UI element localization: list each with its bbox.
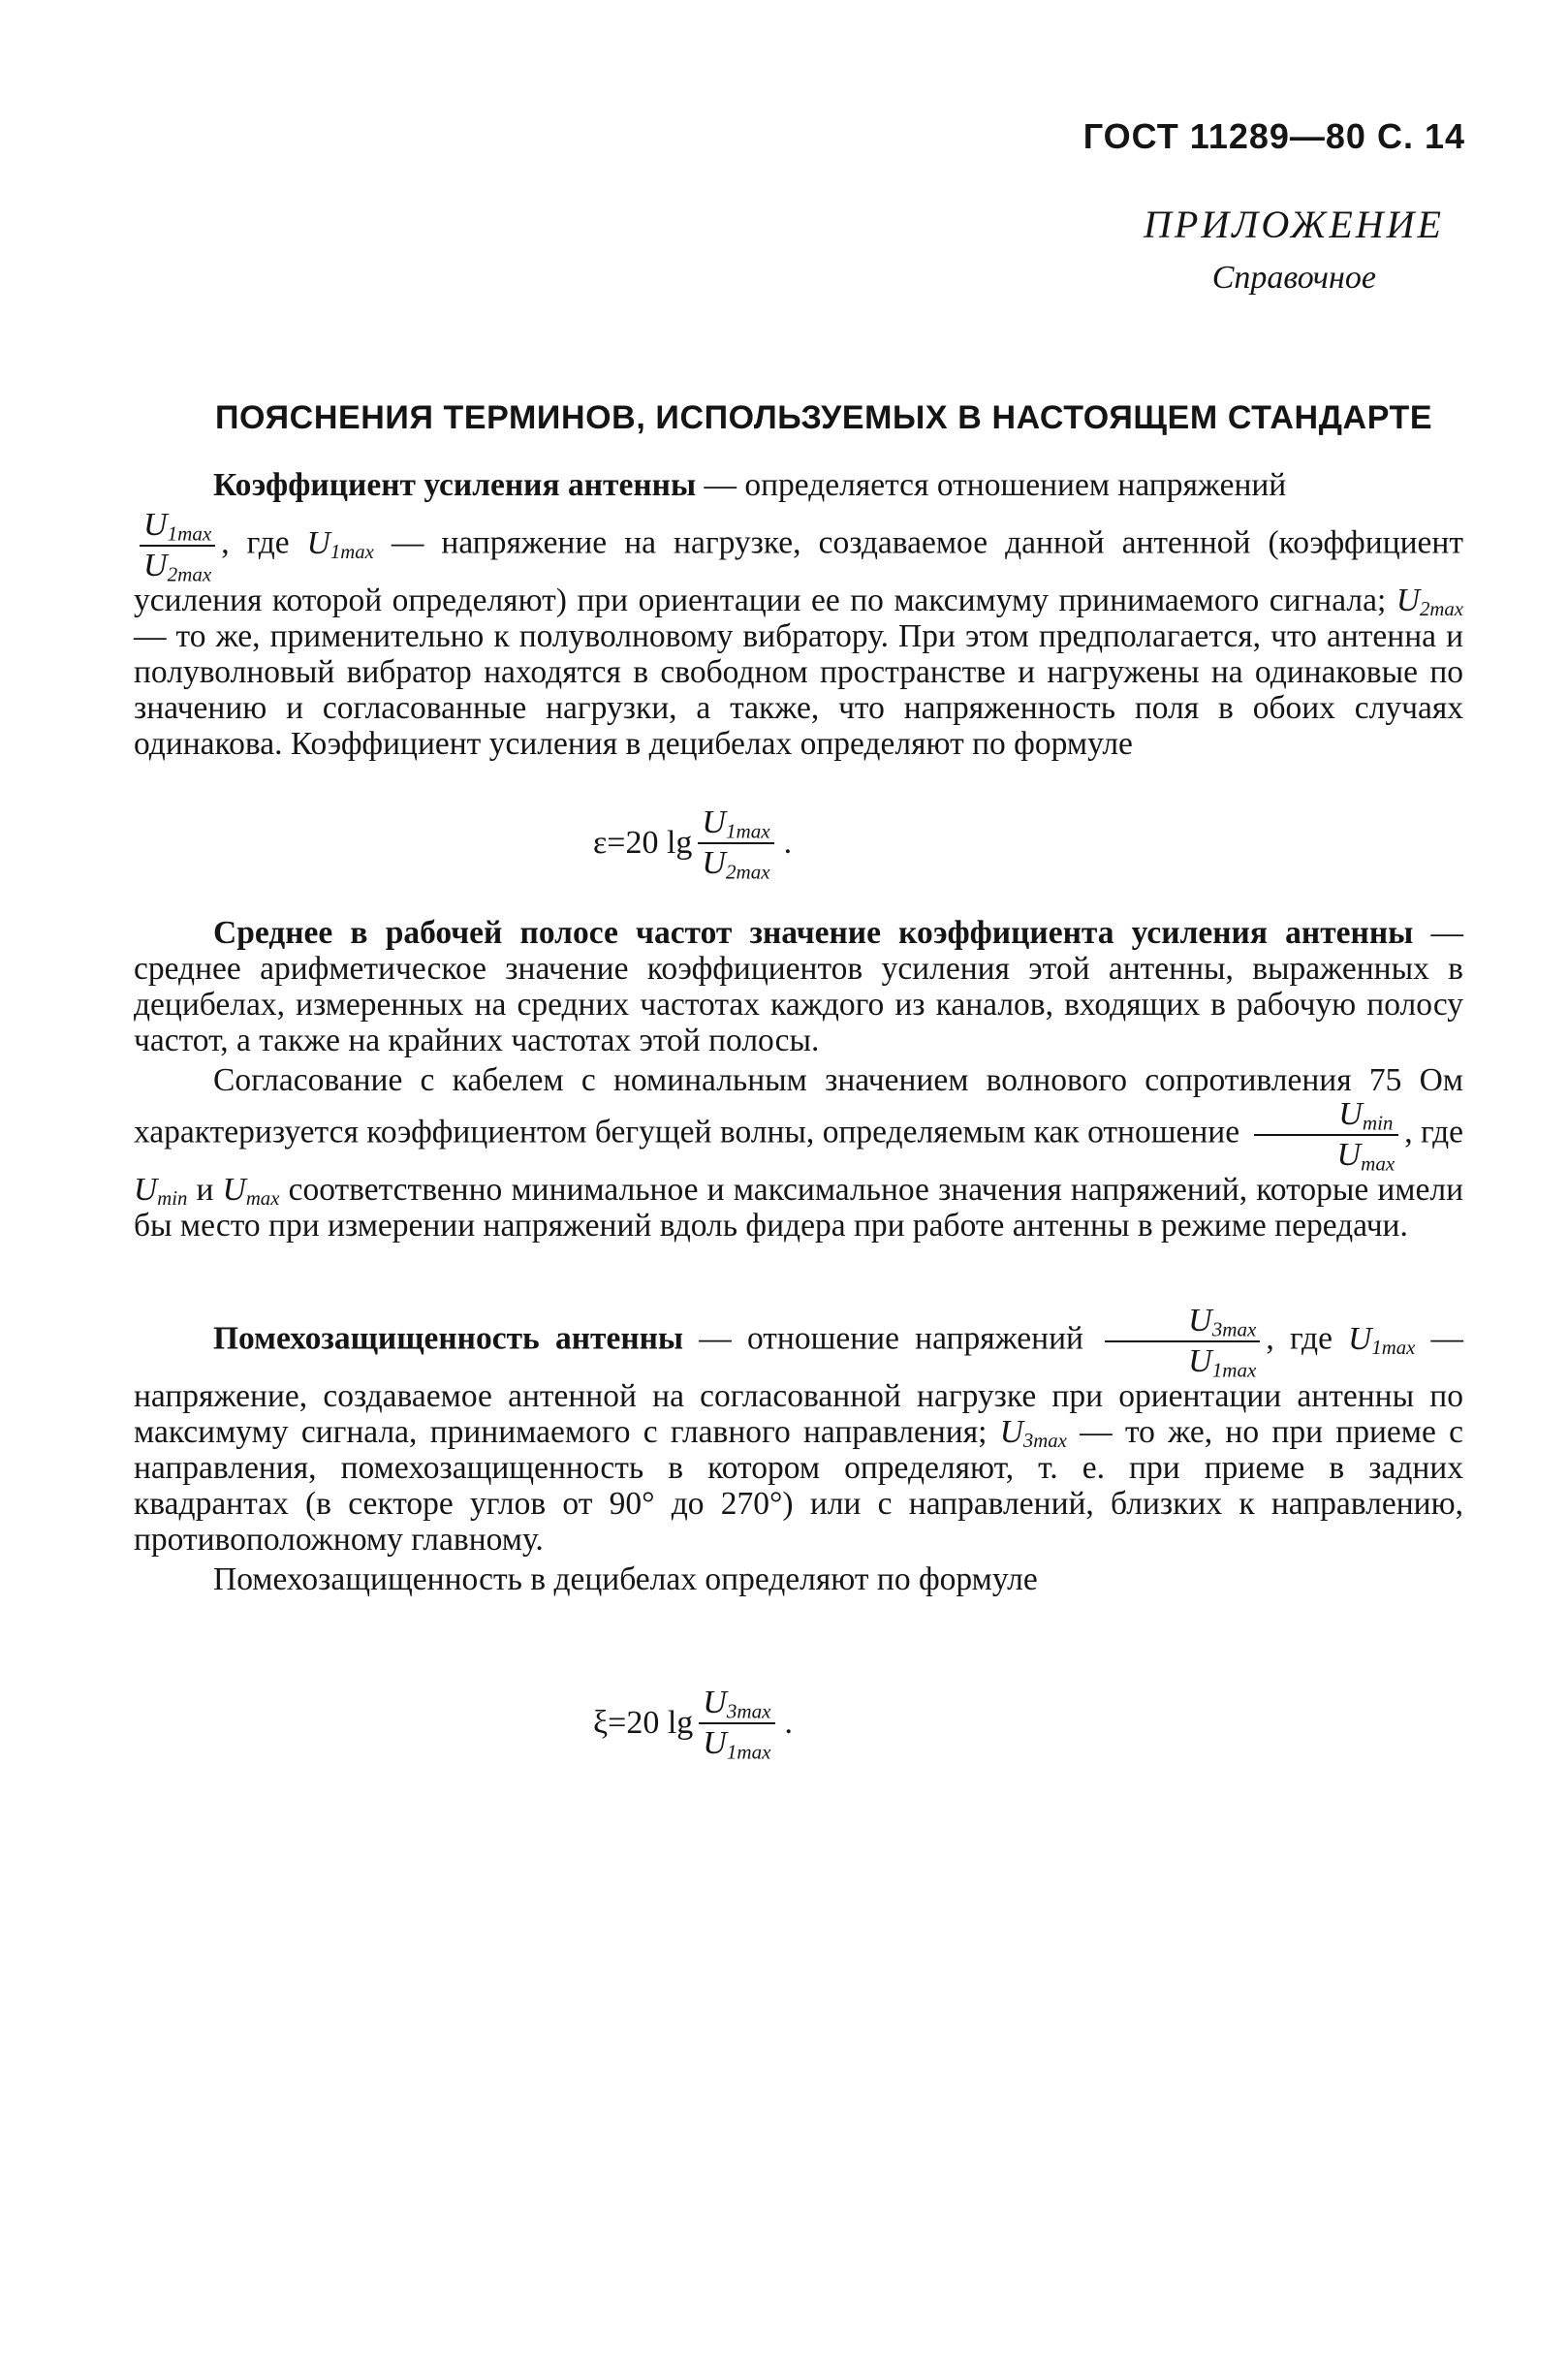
gain-formula-denominator: $U_{2max}$ (698, 842, 773, 880)
immunity-formula-lhs: ξ=20 lg (593, 1705, 694, 1741)
gain-text-1: , где (221, 524, 307, 561)
immunity-formula (593, 1685, 793, 1764)
appendix-type: Справочное (1211, 260, 1376, 296)
immunity-intro: — отношение напряжений (683, 1320, 1083, 1357)
gain-var-u1: $U_{1max}$ (306, 524, 374, 563)
gain-text-3: — то же, применительно к полуволновому вибратору. При этом предполагается, что антенна и полуволновый вибратор находятся в свободном пространстве и нагружены на одинаковые по значению и согласованные нагрузки, а также, что напряженность поля в обоих случаях одинакова. Коэффициент усиления в децибелах определяют по формуле (134, 618, 1463, 762)
immunity-var-u1: $U_{1max}$ (1348, 1320, 1416, 1359)
standard-header: ГОСТ 11289—80 С. 14 (1082, 116, 1465, 156)
section-heading: ПОЯСНЕНИЯ ТЕРМИНОВ, ИСПОЛЬЗУЕМЫХ В НАСТОЯЩЕМ СТАНДАРТЕ (215, 399, 1433, 436)
gain-formula-numerator: $U_{1max}$ (702, 804, 770, 843)
gain-term: Коэффициент усиления антенны (213, 467, 697, 503)
immunity-text-2: — напряжение, создаваемое антенной на согласованной нагрузке при ориентации антенны по максимуму сигнала, принимаемого с главного направления; (134, 1320, 1464, 1450)
gain-var-u2: $U_{2max}$ (1396, 583, 1463, 621)
gain-formula (593, 804, 793, 884)
gain-ratio-denominator: $U_{2max}$ (140, 545, 215, 583)
matching-ratio-denominator: $U_{max}$ (1254, 1134, 1399, 1172)
gain-ratio-numerator: $U_{1max}$ (143, 507, 212, 546)
matching-var-umin: $U_{min}$ (134, 1172, 188, 1211)
gain-ratio (140, 507, 215, 586)
immunity-formula-end: . (784, 1705, 793, 1741)
immunity-ratio-denominator: $U_{1max}$ (1105, 1340, 1260, 1378)
matching-text-1: Согласование с кабелем с номинальным значением волнового сопротивления 75 Ом характеризуется коэффициентом бегущей волны, определяемым как отношение (134, 1062, 1463, 1150)
average-gain-text: — среднее арифметическое значение коэффициентов усиления этой антенны, выраженных в децибелах, измеренных на средних частотах каждого из каналов, входящих в рабочую полосу частот, а также на крайних частотах этой полосы. (134, 915, 1463, 1058)
immunity-formula-numerator: $U_{3max}$ (703, 1685, 771, 1723)
matching-ratio (1254, 1096, 1399, 1176)
gain-formula-end: . (783, 825, 793, 861)
gain-formula-fraction (698, 804, 773, 884)
immunity-term: Помехозащищенность антенны (213, 1320, 684, 1357)
immunity-text-1: , где (1266, 1320, 1349, 1357)
gain-intro: — определяется отношением напряжений (696, 467, 1287, 503)
gain-formula-lhs: ε=20 lg (593, 825, 693, 861)
immunity-formula-denominator: $U_{1max}$ (699, 1722, 774, 1760)
matching-text-3: и (187, 1172, 223, 1208)
matching-var-umax: $U_{max}$ (222, 1172, 280, 1211)
immunity-ratio (1105, 1303, 1260, 1382)
average-gain-term: Среднее в рабочей полосе частот значение коэффициента усиления антенны (213, 915, 1414, 951)
gain-text-2: — напряжение на нагрузке, создаваемое данной антенной (коэффициент усиления которой определяют) при ориентации ее по максимуму принимаемого сигнала; (134, 524, 1463, 618)
immunity-var-u3: $U_{3max}$ (999, 1414, 1067, 1453)
appendix-title: ПРИЛОЖЕНИЕ (1144, 203, 1444, 246)
immunity-ratio-numerator: $U_{3max}$ (1188, 1303, 1257, 1341)
immunity-formula-intro: Помехозащищенность в децибелах определяют по формуле (213, 1561, 1038, 1597)
matching-text-2: , где (1404, 1114, 1463, 1150)
average-gain-definition (134, 915, 1463, 1244)
immunity-text-3: — то же, но при приеме с направления, помехозащищенность в котором определяют, т. е. при приеме в задних квадрантах (в секторе углов от 90° до 270°) или с направлений, близких к направлению, противоположному главному. (134, 1414, 1463, 1558)
matching-ratio-numerator: $U_{min}$ (1338, 1096, 1394, 1135)
immunity-formula-fraction (699, 1685, 774, 1764)
gain-definition (134, 467, 1463, 762)
immunity-definition (134, 1305, 1463, 1597)
matching-text-4: соответственно минимальное и максимальное значения напряжений, которые имели бы место при измерении напряжений вдоль фидера при работе антенны в режиме передачи. (134, 1172, 1463, 1244)
